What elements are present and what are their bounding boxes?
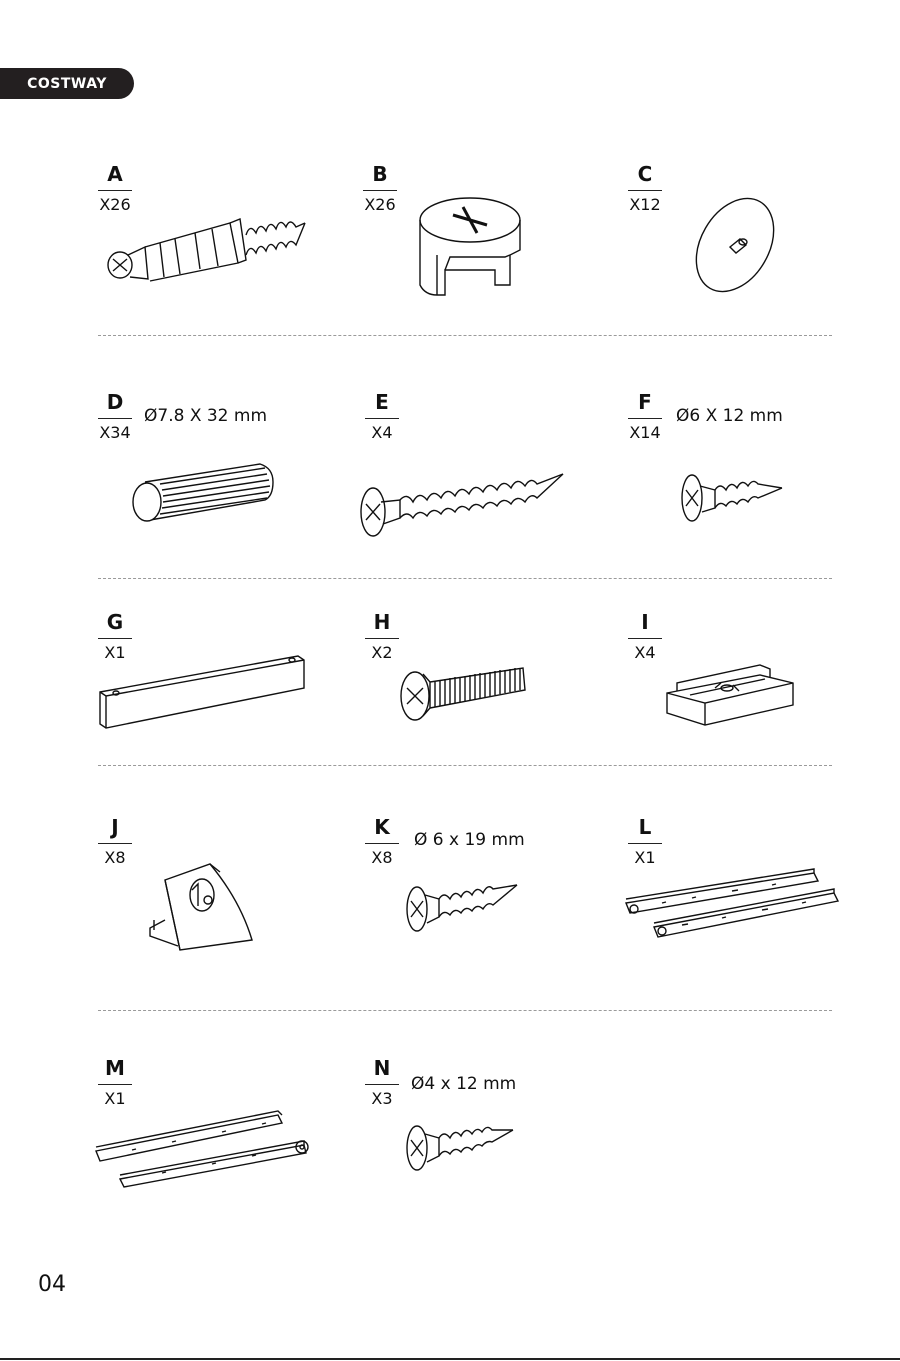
part-letter: K: [365, 815, 399, 844]
drawer-slide-icon: [92, 1105, 317, 1190]
machine-bolt-icon: [395, 660, 530, 725]
part-letter: N: [365, 1056, 399, 1085]
part-letter: F: [628, 390, 662, 419]
page-number: 04: [38, 1272, 66, 1297]
wooden-bar-icon: [98, 652, 308, 732]
part-quantity: X1: [104, 643, 126, 662]
row-divider: [98, 335, 832, 336]
part-letter: H: [365, 610, 399, 639]
part-letter: E: [365, 390, 399, 419]
part-letter: M: [98, 1056, 132, 1085]
cam-lock-icon: [415, 195, 525, 300]
row-divider: [98, 765, 832, 766]
part-quantity: X2: [371, 643, 393, 662]
row-divider: [98, 578, 832, 579]
brand-name: COSTWAY: [27, 75, 107, 92]
small-screw-icon: [405, 1118, 520, 1173]
part-letter: B: [363, 162, 397, 191]
part-dimension: Ø 6 x 19 mm: [414, 830, 525, 850]
short-screw-icon: [680, 470, 790, 525]
part-quantity: X12: [629, 195, 661, 214]
part-letter: L: [628, 815, 662, 844]
part-quantity: X26: [99, 195, 131, 214]
part-letter: I: [628, 610, 662, 639]
part-quantity: X4: [634, 643, 656, 662]
part-quantity: X26: [364, 195, 396, 214]
part-letter: D: [98, 390, 132, 419]
wood-dowel-icon: [125, 460, 275, 525]
bottom-rule: [0, 1358, 900, 1360]
part-quantity: X14: [629, 423, 661, 442]
brand-badge: [0, 68, 134, 99]
part-quantity: X1: [634, 848, 656, 867]
part-letter: C: [628, 162, 662, 191]
long-screw-icon: [355, 470, 570, 540]
part-quantity: X4: [371, 423, 393, 442]
cover-cap-icon: [690, 195, 780, 300]
part-quantity: X8: [371, 848, 393, 867]
row-divider: [98, 1010, 832, 1011]
cam-bolt-icon: [100, 205, 310, 295]
part-quantity: X8: [104, 848, 126, 867]
bracket-tray-icon: [665, 655, 800, 730]
part-letter: A: [98, 162, 132, 191]
part-dimension: Ø6 X 12 mm: [676, 406, 783, 426]
part-letter: G: [98, 610, 132, 639]
part-quantity: X34: [99, 423, 131, 442]
part-dimension: Ø4 x 12 mm: [411, 1074, 517, 1094]
part-letter: J: [98, 815, 132, 844]
part-dimension: Ø7.8 X 32 mm: [144, 406, 268, 426]
part-quantity: X3: [371, 1089, 393, 1108]
part-quantity: X1: [104, 1089, 126, 1108]
medium-screw-icon: [405, 875, 525, 935]
drawer-slide-icon: [622, 865, 840, 945]
corner-block-icon: [140, 860, 260, 955]
